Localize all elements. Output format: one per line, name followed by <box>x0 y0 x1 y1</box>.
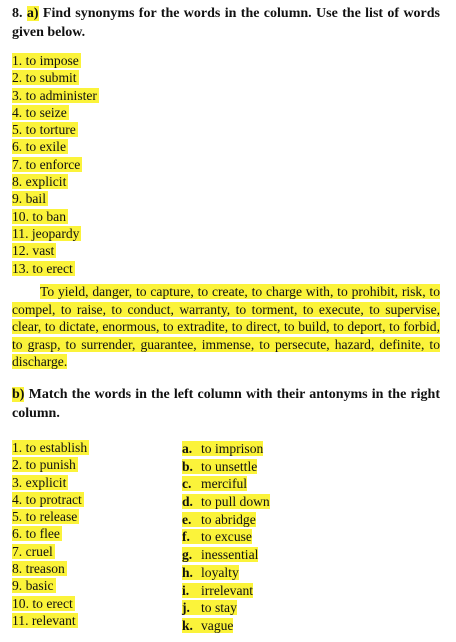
synonyms-column <box>12 52 99 277</box>
left-column-item <box>12 577 89 594</box>
antonym-word: to imprison <box>201 441 264 456</box>
task-b-label: b) <box>12 387 25 402</box>
antonym-word: vague <box>201 617 234 633</box>
synonym-item-text: 2. to submit <box>12 70 77 86</box>
synonym-item <box>12 225 99 242</box>
left-column-item-text: 1. to establish <box>12 440 88 455</box>
synonym-item-text: 5. to torture <box>12 122 76 138</box>
right-column-item-highlight <box>182 441 263 456</box>
synonym-item <box>12 156 99 173</box>
left-column-item-text: 10. to erect <box>12 595 73 611</box>
synonym-item <box>12 242 99 259</box>
right-column-item <box>182 475 270 493</box>
left-column-item-text: 5. to release <box>12 509 78 525</box>
antonym-letter: c. <box>182 476 192 492</box>
synonym-item-text: 9. bail <box>12 191 46 207</box>
left-column-item <box>12 612 89 629</box>
antonym-letter: e. <box>182 511 192 527</box>
antonym-letter: h. <box>182 564 193 580</box>
right-column-item <box>182 582 270 600</box>
left-column-item-text: 4. to protract <box>12 491 82 507</box>
antonym-letter: f. <box>182 529 190 545</box>
right-column-item-highlight <box>182 494 270 509</box>
synonym-item-text: 6. to exile <box>12 139 66 155</box>
antonym-word: to stay <box>201 600 237 616</box>
antonym-letter: g. <box>182 547 193 563</box>
right-column-item <box>182 528 270 546</box>
antonym-word: irrelevant <box>201 582 254 598</box>
right-column-item-highlight <box>182 600 237 615</box>
right-column-item-highlight <box>182 529 252 544</box>
antonym-word: to pull down <box>201 494 270 510</box>
right-column <box>182 440 270 635</box>
antonym-letter: a. <box>182 441 193 456</box>
synonym-item-text: 1. to impose <box>12 53 79 68</box>
synonym-item <box>12 260 99 277</box>
synonym-item-text: 11. jeopardy <box>12 225 80 241</box>
right-column-item <box>182 564 270 582</box>
right-column-item <box>182 458 270 476</box>
synonym-item <box>12 87 99 104</box>
task-a-label: a) <box>26 6 39 21</box>
antonym-word: merciful <box>201 476 248 492</box>
left-column-item <box>12 439 89 456</box>
right-column-item-highlight <box>182 583 253 598</box>
left-column-item-text: 11. relevant <box>12 612 76 628</box>
word-list-text: To yield, danger, to capture, to create, to charge with, to prohibit, risk, to compel, to raise, to conduct, warranty, to torment, to execute, to supervise, clear, to dictate, enormous, to extradite, to direct, to build, to deport, to forbid, to grasp, to surrender, guarantee, immense, to persecute, hazard, definite, to discharge. <box>12 284 440 370</box>
synonym-item-text: 3. to administer <box>12 87 97 103</box>
left-column-item <box>12 508 89 525</box>
antonym-word: to excuse <box>201 529 252 545</box>
right-column-item <box>182 493 270 511</box>
antonym-letter: b. <box>182 458 193 474</box>
left-column-item <box>12 543 89 560</box>
synonym-item-text: 4. to seize <box>12 104 67 120</box>
task-b-instruction: Match the words in the left column with their antonyms in the right column. <box>12 387 440 421</box>
antonym-word: loyalty <box>201 564 239 580</box>
left-column-item-text: 6. to flee <box>12 526 60 542</box>
left-column-item <box>12 595 89 612</box>
right-column-item <box>182 511 270 529</box>
left-column-item-text: 9. basic <box>12 578 54 594</box>
task-a-instruction: Find synonyms for the words in the column. Use the list of words given below. <box>12 6 441 40</box>
right-column-item-highlight <box>182 512 256 527</box>
antonym-letter: j. <box>182 600 190 616</box>
left-column <box>12 439 89 629</box>
synonym-item <box>12 121 99 138</box>
antonym-letter: k. <box>182 617 193 633</box>
antonym-word: to unsettle <box>201 458 258 474</box>
right-column-item-highlight <box>182 618 233 633</box>
synonym-item-text: 10. to ban <box>12 208 66 224</box>
synonym-item <box>12 190 99 207</box>
synonym-item-text: 12. vast <box>12 243 55 259</box>
left-column-item-text: 2. to punish <box>12 457 76 473</box>
left-column-item <box>12 525 89 542</box>
right-column-item-highlight <box>182 459 257 474</box>
left-column-item <box>12 560 89 577</box>
synonym-item-text: 13. to erect <box>12 260 73 276</box>
left-column-item-text: 3. explicit <box>12 474 67 490</box>
right-column-item-highlight <box>182 476 247 491</box>
synonym-item <box>12 173 99 190</box>
synonym-item <box>12 138 99 155</box>
left-column-item <box>12 456 89 473</box>
right-column-item <box>182 546 270 564</box>
antonym-word: to abridge <box>201 511 256 527</box>
synonym-item-text: 8. explicit <box>12 174 67 190</box>
left-column-item <box>12 491 89 508</box>
right-column-item <box>182 440 270 458</box>
antonym-letter: i. <box>182 582 190 598</box>
synonym-item <box>12 104 99 121</box>
synonym-item <box>12 208 99 225</box>
word-list-paragraph <box>12 283 440 371</box>
task-a-heading <box>12 4 440 42</box>
task-b-heading <box>12 385 440 423</box>
left-column-item <box>12 474 89 491</box>
right-column-item <box>182 599 270 617</box>
synonym-item <box>12 52 99 69</box>
synonym-item <box>12 69 99 86</box>
left-column-item-text: 8. treason <box>12 561 65 577</box>
exercise-number: 8. <box>12 6 23 21</box>
left-column-item-text: 7. cruel <box>12 543 53 559</box>
right-column-item <box>182 617 270 635</box>
right-column-item-highlight <box>182 565 239 580</box>
antonym-letter: d. <box>182 494 193 510</box>
synonym-item-text: 7. to enforce <box>12 156 81 172</box>
antonym-word: inessential <box>201 547 259 563</box>
right-column-item-highlight <box>182 547 258 562</box>
